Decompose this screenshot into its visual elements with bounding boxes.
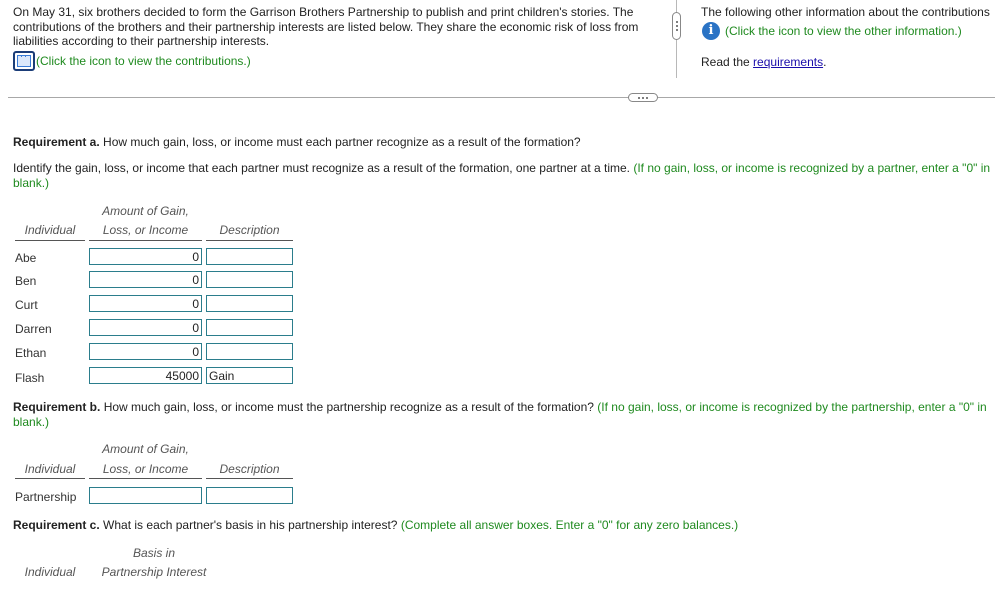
horizontal-splitter-handle[interactable] xyxy=(628,93,658,102)
req-a-description-ben[interactable] xyxy=(206,271,293,288)
horizontal-divider xyxy=(8,97,995,98)
requirement-b-question: How much gain, loss, or income must the partnership recognize as a result of the formation? xyxy=(103,400,594,414)
header-underline xyxy=(15,478,85,479)
req-a-amount-abe[interactable] xyxy=(89,248,202,265)
req-a-row-label-ben: Ben xyxy=(15,274,37,288)
req-b-amount-header-line2: Loss, or Income xyxy=(102,462,189,476)
req-a-amount-header-line1: Amount of Gain, xyxy=(102,204,189,218)
req-a-row-label-curt: Curt xyxy=(15,298,38,312)
header-underline xyxy=(206,240,293,241)
requirement-c-label: Requirement c. xyxy=(13,518,100,532)
requirement-c-question: What is each partner's basis in his partnership interest? xyxy=(103,518,398,532)
req-a-amount-flash[interactable] xyxy=(89,367,202,384)
requirement-b-hint: (If no gain, loss, or income is recognized by the partnership, enter a "0" in xyxy=(597,400,987,414)
info-icon[interactable]: i xyxy=(702,22,720,40)
requirement-a-hint: (If no gain, loss, or income is recognized by a partner, enter a "0" in xyxy=(633,161,991,175)
req-b-amount-partnership[interactable] xyxy=(89,487,202,504)
req-c-basis-header-line2: Partnership Interest xyxy=(101,565,207,579)
req-a-amount-darren[interactable] xyxy=(89,319,202,336)
req-b-row-label-partnership: Partnership xyxy=(15,490,77,504)
req-b-individual-header: Individual xyxy=(24,462,76,476)
req-a-description-header: Description xyxy=(219,223,280,237)
req-a-row-label-flash: Flash xyxy=(15,371,45,385)
requirement-c-heading xyxy=(13,518,738,532)
requirement-a-label: Requirement a. xyxy=(13,135,100,149)
req-c-basis-header-line1: Basis in xyxy=(132,546,176,560)
req-a-row-label-darren: Darren xyxy=(15,322,52,336)
read-suffix: . xyxy=(823,55,827,69)
requirement-a-hint-cont: blank.) xyxy=(13,176,50,190)
req-a-amount-ben[interactable] xyxy=(89,271,202,288)
req-a-description-flash[interactable] xyxy=(206,367,293,384)
requirement-b-label: Requirement b. xyxy=(13,400,101,414)
req-a-description-curt[interactable] xyxy=(206,295,293,312)
requirements-link[interactable]: requirements xyxy=(753,55,824,69)
requirement-b-block xyxy=(13,400,995,430)
contributions-row xyxy=(13,51,251,71)
req-a-description-darren[interactable] xyxy=(206,319,293,336)
req-b-description-header: Description xyxy=(219,462,280,476)
req-a-amount-curt[interactable] xyxy=(89,295,202,312)
req-a-amount-ethan[interactable] xyxy=(89,343,202,360)
other-info-row xyxy=(702,22,962,40)
requirement-a-question: How much gain, loss, or income must each partner recognize as a result of the formation? xyxy=(103,135,581,149)
req-a-description-abe[interactable] xyxy=(206,248,293,265)
other-info-intro: The following other information about the contributions xyxy=(701,5,990,19)
header-underline xyxy=(206,478,293,479)
read-requirements-row xyxy=(701,55,826,69)
requirement-a-instruction: Identify the gain, loss, or income that each partner must recognize as a result of the formation, one partner at a time. xyxy=(13,161,630,175)
header-underline xyxy=(89,478,202,479)
vertical-splitter-handle[interactable] xyxy=(672,12,681,40)
requirement-a-instruction-block xyxy=(13,161,995,191)
contributions-link[interactable]: (Click the icon to view the contributions.) xyxy=(36,54,251,68)
req-c-individual-header: Individual xyxy=(24,565,76,579)
requirement-c-hint: (Complete all answer boxes. Enter a "0" for any zero balances.) xyxy=(400,518,739,532)
header-underline xyxy=(15,240,85,241)
problem-statement: On May 31, six brothers decided to form the Garrison Brothers Partnership to publish and print children's stories. The contributions of the brothers and their partnership interests are listed below. They share the economic risk of loss from liabilities according to their partnership interests. xyxy=(13,5,639,48)
header-underline xyxy=(89,240,202,241)
req-a-individual-header: Individual xyxy=(24,223,76,237)
req-b-description-partnership[interactable] xyxy=(206,487,293,504)
req-a-row-label-ethan: Ethan xyxy=(15,346,47,360)
req-a-description-ethan[interactable] xyxy=(206,343,293,360)
read-prefix: Read the xyxy=(701,55,750,69)
other-info-link[interactable]: (Click the icon to view the other information.) xyxy=(725,24,962,38)
requirement-a-heading xyxy=(13,135,581,149)
table-grid-icon[interactable] xyxy=(13,51,35,71)
req-b-amount-header-line1: Amount of Gain, xyxy=(102,442,189,456)
req-a-amount-header-line2: Loss, or Income xyxy=(102,223,189,237)
requirement-b-hint-cont: blank.) xyxy=(13,415,50,429)
req-a-row-label-abe: Abe xyxy=(15,251,37,265)
